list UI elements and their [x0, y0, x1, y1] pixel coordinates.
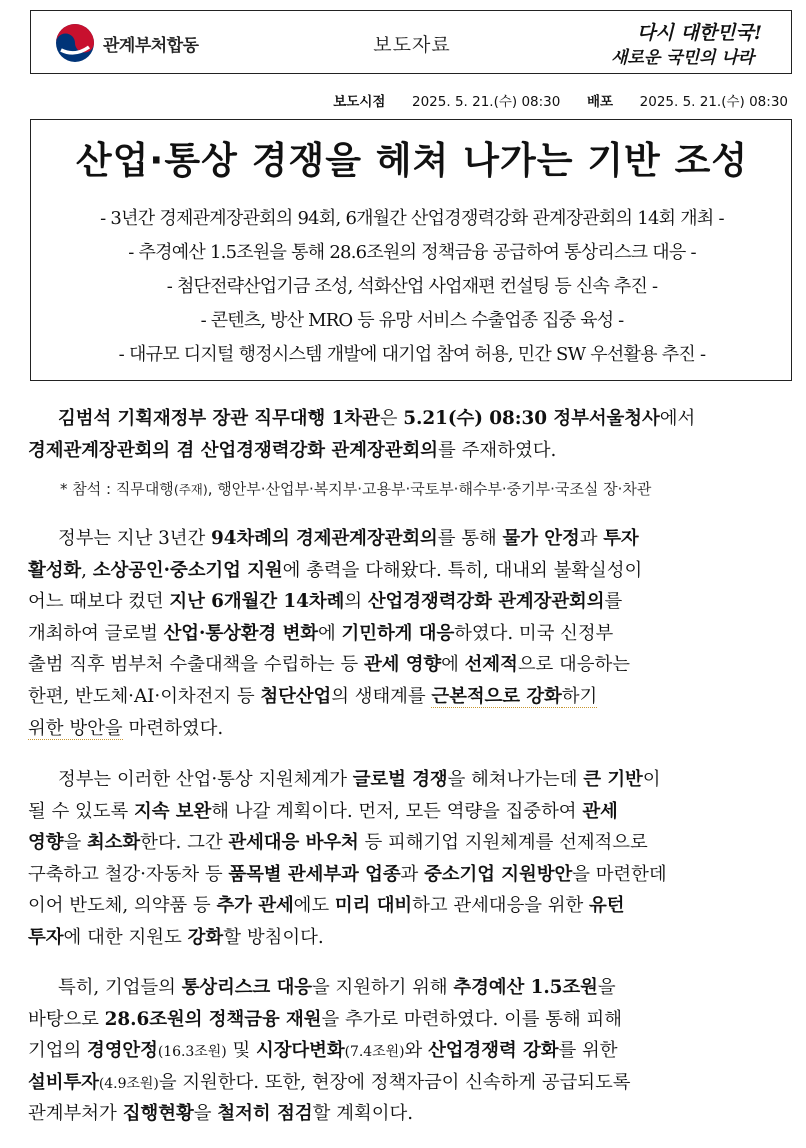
title-box: [30, 119, 792, 381]
page-title: 산업·통상 경쟁을 헤쳐 나가는 기반 조성: [75, 139, 749, 182]
subtitle-item: - 콘텐츠, 방산 MRO 등 유망 서비스 수출업종 집중 육성 -: [200, 310, 624, 331]
text-line: 개최하여 글로벌 산업·통상환경 변화에 기민하게 대응하였다. 미국 신정부: [28, 622, 614, 644]
slogan-calligraphy: [607, 17, 777, 69]
paragraph-3: [28, 972, 796, 1130]
intro-paragraph: [28, 403, 796, 466]
slogan-line2: 새로운 국민의 나라: [611, 48, 755, 68]
text-line: 특히, 기업들의 통상리스크 대응을 지원하기 위해 추경예산 1.5조원을: [58, 977, 616, 998]
text-line: 이어 반도체, 의약품 등 추가 관세에도 미리 대비하고 관세대응을 위한 유턴: [28, 895, 625, 917]
text-line: 영향을 최소화한다. 그간 관세대응 바우처 등 피해기업 지원체계를 선제적으로: [28, 832, 648, 854]
distribution-value: 2025. 5. 21.(수) 08:30: [639, 94, 788, 110]
text-line: 활성화, 소상공인·중소기업 지원에 총력을 다해왔다. 특히, 대내외 불확실성이: [28, 559, 643, 581]
distribution-label: 배포: [586, 94, 614, 110]
text-line: 기업의 경영안정(16.3조원) 및 시장다변화(7.4조원)와 산업경쟁력 강화를 위한: [28, 1040, 618, 1062]
release-time-label: 보도시점: [333, 94, 386, 110]
text-line: 경제관계장관회의 겸 산업경쟁력강화 관계장관회의를 주재하였다.: [28, 439, 557, 461]
text-line: 설비투자(4.9조원)을 지원한다. 또한, 현장에 정책자금이 신속하게 공급되도록: [28, 1071, 631, 1093]
subtitle-item: - 3년간 경제관계장관회의 94회, 6개월간 산업경쟁력강화 관계장관회의 14회 개최 -: [100, 208, 724, 229]
text-line: 한편, 반도체·AI·이차전지 등 첨단산업의 생태계를 근본적으로 강화하기: [28, 685, 598, 707]
paragraph-2: [28, 764, 796, 954]
subtitle-list: [31, 202, 793, 372]
text-line: 출범 직후 범부처 수출대책을 수립하는 등 관세 영향에 선제적으로 대응하는: [28, 654, 630, 676]
attendance-note: * 참석 : 직무대행(주재), 행안부·산업부·복지부·고용부·국토부·해수부·중기부·국조실 장·차관: [60, 480, 652, 498]
text-line: 정부는 지난 3년간 94차례의 경제관계장관회의를 통해 물가 안정과 투자: [58, 528, 639, 549]
release-time-value: 2025. 5. 21.(수) 08:30: [412, 94, 561, 110]
text-line: 위한 방안을 마련하였다.: [28, 717, 224, 739]
text-line: 김범석 기획재정부 장관 직무대행 1차관은 5.21(수) 08:30 정부서울청사에서: [58, 408, 696, 429]
header-box: [30, 10, 792, 74]
org-name: 관계부처합동: [103, 35, 199, 56]
text-line: 구축하고 철강·자동차 등 품목별 관세부과 업종과 중소기업 지원방안을 마련한데: [28, 863, 667, 885]
text-line: 어느 때보다 컸던 지난 6개월간 14차례의 산업경쟁력강화 관계장관회의를: [28, 591, 623, 613]
text-line: 바탕으로 28.6조원의 정책금융 재원을 추가로 마련하였다. 이를 통해 피해: [28, 1008, 622, 1030]
release-timing: [333, 90, 788, 110]
paragraph-1: [28, 523, 796, 744]
subtitle-item: - 추경예산 1.5조원을 통해 28.6조원의 정책금융 공급하여 통상리스크 대응 -: [128, 242, 696, 263]
subtitle-item: - 첨단전략산업기금 조성, 석화산업 사업재편 컨설팅 등 신속 추진 -: [166, 276, 658, 297]
document-type: 보도자료: [373, 34, 451, 56]
text-line: 될 수 있도록 지속 보완해 나갈 계획이다. 먼저, 모든 역량을 집중하여 관세: [28, 800, 618, 822]
slogan-line1: 다시 대한민국!: [637, 22, 763, 44]
text-line: 투자에 대한 지원도 강화할 방침이다.: [28, 926, 324, 948]
text-line: 정부는 이러한 산업·통상 지원체계가 글로벌 경쟁을 헤쳐나가는데 큰 기반이: [58, 769, 661, 790]
text-line: 관계부처가 집행현황을 철저히 점검할 계획이다.: [28, 1103, 414, 1125]
subtitle-item: - 대규모 디지털 행정시스템 개발에 대기업 참여 허용, 민간 SW 우선활용 추진 -: [118, 344, 706, 365]
